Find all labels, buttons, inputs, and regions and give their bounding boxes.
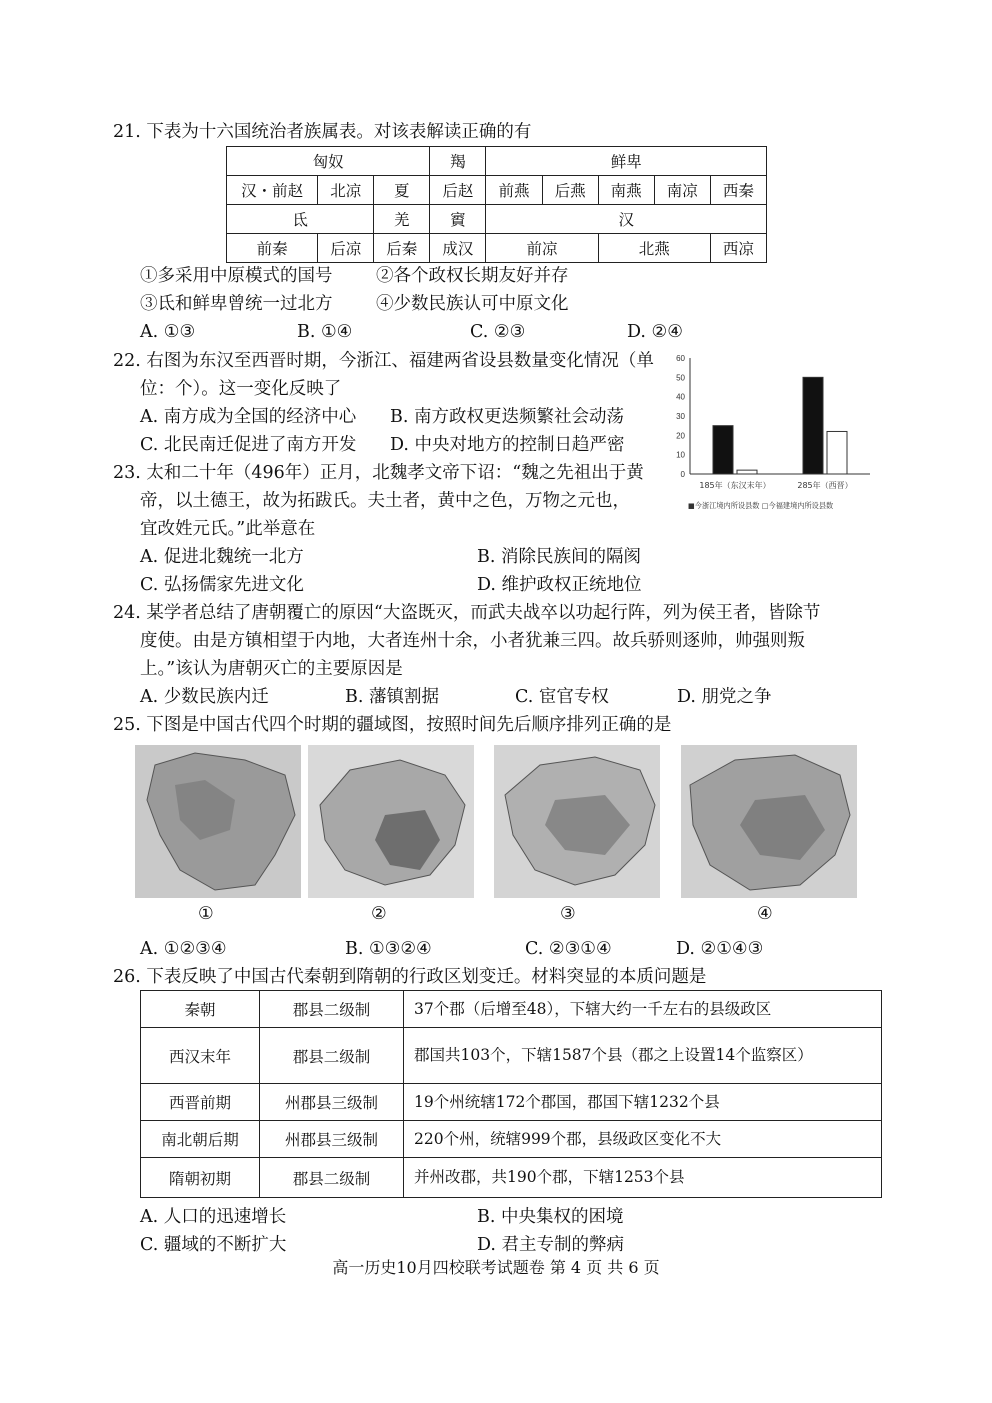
bar [737, 470, 757, 474]
q24-option-b[interactable]: B. 藩镇割据 [345, 687, 439, 707]
y-tick-label: 50 [676, 373, 685, 383]
q25-option-a[interactable]: A. ①②③④ [140, 939, 227, 959]
cell: 西汉末年 [141, 1028, 260, 1084]
q23-option-a[interactable]: A. 促进北魏统一北方 [140, 547, 304, 567]
q21-option-d[interactable]: D. ②④ [627, 322, 683, 342]
cell: 郡县二级制 [260, 991, 404, 1028]
cell: 郡县二级制 [260, 1028, 404, 1084]
chart-labels [676, 354, 853, 510]
chart-bars [713, 377, 847, 474]
q26-stem: 26. 下表反映了中国古代秦朝到隋朝的行政区划变迁。材料突显的本质问题是 [113, 967, 707, 987]
q24-option-a[interactable]: A. 少数民族内迁 [140, 687, 269, 707]
cell: 汉・前赵 [227, 176, 318, 205]
q23-option-b[interactable]: B. 消除民族间的隔阂 [477, 547, 641, 567]
q21-statement-2: ②各个政权长期友好并存 [376, 266, 569, 286]
q22-option-b[interactable]: B. 南方政权更迭频繁社会动荡 [390, 407, 624, 427]
q26-table [140, 990, 882, 1198]
q23-option-c[interactable]: C. 弘扬儒家先进文化 [140, 575, 304, 595]
map-label-4: ④ [757, 904, 773, 924]
bar [713, 426, 733, 474]
cell: 北燕 [598, 234, 710, 263]
cell: 后凉 [318, 234, 374, 263]
cell: 37个郡（后增至48），下辖大约一千左右的县级政区 [404, 991, 882, 1028]
q23-stem-2: 帝，以土德王，故为拓跋氏。夫土者，黄中之色，万物之元也， [140, 491, 630, 511]
q21-option-b[interactable]: B. ①④ [297, 322, 353, 342]
cell: 郡县二级制 [260, 1158, 404, 1198]
map-label-1: ① [198, 904, 214, 924]
cell: 北凉 [318, 176, 374, 205]
q25-option-b[interactable]: B. ①③②④ [345, 939, 432, 959]
q22-option-a[interactable]: A. 南方成为全国的经济中心 [140, 407, 357, 427]
cell: 氐 [227, 205, 374, 234]
y-tick-label: 60 [676, 354, 685, 363]
cell: 并州改郡，共190个郡，下辖1253个县 [404, 1158, 882, 1198]
q26-option-b[interactable]: B. 中央集权的困境 [477, 1207, 624, 1227]
q26-option-a[interactable]: A. 人口的迅速增长 [140, 1207, 287, 1227]
map-3 [494, 745, 660, 898]
cell: 后秦 [374, 234, 430, 263]
cell: 前凉 [486, 234, 598, 263]
q25-stem: 25. 下图是中国古代四个时期的疆域图，按照时间先后顺序排列正确的是 [113, 715, 672, 735]
bar [827, 431, 847, 474]
cell: 賨 [430, 205, 486, 234]
q21-option-a[interactable]: A. ①③ [140, 322, 196, 342]
cell: 郡国共103个，下辖1587个县（郡之上设置14个监察区） [404, 1028, 882, 1084]
cell: 19个州统辖172个郡国，郡国下辖1232个县 [404, 1084, 882, 1121]
map-4 [681, 745, 857, 898]
page-footer: 高一历史10月四校联考试题卷 第 4 页 共 6 页 [332, 1258, 660, 1277]
cell: 西凉 [710, 234, 766, 263]
cell: 汉 [486, 205, 767, 234]
y-tick-label: 0 [680, 470, 685, 479]
y-tick-label: 10 [676, 450, 685, 460]
y-tick-label: 40 [676, 392, 685, 402]
q24-option-d[interactable]: D. 朋党之争 [677, 687, 772, 707]
q21-statement-3: ③氐和鲜卑曾统一过北方 [140, 294, 333, 314]
cell: 西晋前期 [141, 1084, 260, 1121]
county-count-bar-chart [660, 350, 880, 520]
q22-option-c[interactable]: C. 北民南迁促进了南方开发 [140, 435, 357, 455]
cell: 220个州，统辖999个郡，县级政区变化不大 [404, 1121, 882, 1158]
q21-table [226, 146, 767, 263]
q23-stem-1: 23. 太和二十年（496年）正月，北魏孝文帝下诏：“魏之先祖出于黄 [113, 463, 644, 483]
q25-option-c[interactable]: C. ②③①④ [525, 939, 612, 959]
x-tick-label: 185年（东汉末年） [699, 481, 771, 490]
bar [803, 377, 823, 474]
cell: 隋朝初期 [141, 1158, 260, 1198]
cell: 匈奴 [227, 147, 430, 176]
x-tick-label: 285年（西晋） [797, 481, 853, 490]
cell: 鲜卑 [486, 147, 767, 176]
cell: 前秦 [227, 234, 318, 263]
q21-statement-4: ④少数民族认可中原文化 [376, 294, 569, 314]
map-label-3: ③ [560, 904, 576, 924]
cell: 南北朝后期 [141, 1121, 260, 1158]
cell: 后赵 [430, 176, 486, 205]
cell: 后燕 [542, 176, 598, 205]
map-2 [308, 745, 474, 898]
q24-stem-2: 度使。由是方镇相望于内地，大者连州十余，小者犹兼三四。故兵骄则逐帅，帅强则叛 [140, 631, 805, 651]
map-label-2: ② [371, 904, 387, 924]
q24-stem-1: 24. 某学者总结了唐朝覆亡的原因“大盗既灭，而武夫战卒以功起行阵，列为侯王者，皆除节 [113, 603, 821, 623]
q22-option-d[interactable]: D. 中央对地方的控制日趋严密 [390, 435, 625, 455]
cell: 州郡县三级制 [260, 1084, 404, 1121]
q24-option-c[interactable]: C. 宦官专权 [515, 687, 609, 707]
q24-stem-3: 上。”该认为唐朝灭亡的主要原因是 [140, 659, 403, 679]
q25-option-d[interactable]: D. ②①④③ [676, 939, 764, 959]
cell: 西秦 [710, 176, 766, 205]
cell: 前燕 [486, 176, 542, 205]
q21-option-c[interactable]: C. ②③ [470, 322, 526, 342]
cell: 夏 [374, 176, 430, 205]
cell: 南燕 [598, 176, 654, 205]
q22-stem-2: 位：个）。这一变化反映了 [140, 379, 342, 399]
q21-stem: 21. 下表为十六国统治者族属表。对该表解读正确的有 [113, 122, 532, 142]
cell: 羌 [374, 205, 430, 234]
map-1 [135, 745, 301, 898]
chart-legend: ■今浙江境内所设县数 □今福建境内所设县数 [688, 501, 834, 510]
cell: 羯 [430, 147, 486, 176]
q23-stem-3: 宜改姓元氏。”此举意在 [140, 519, 316, 539]
y-tick-label: 20 [676, 431, 685, 441]
y-tick-label: 30 [676, 412, 685, 421]
q21-statement-1: ①多采用中原模式的国号 [140, 266, 333, 286]
cell: 秦朝 [141, 991, 260, 1028]
territory-maps [135, 745, 857, 898]
q22-stem-1: 22. 右图为东汉至西晋时期，今浙江、福建两省设县数量变化情况（单 [113, 351, 654, 371]
q26-option-c[interactable]: C. 疆域的不断扩大 [140, 1235, 287, 1255]
cell: 州郡县三级制 [260, 1121, 404, 1158]
q26-option-d[interactable]: D. 君主专制的弊病 [477, 1235, 625, 1255]
cell: 南凉 [654, 176, 710, 205]
q23-option-d[interactable]: D. 维护政权正统地位 [477, 575, 642, 595]
cell: 成汉 [430, 234, 486, 263]
